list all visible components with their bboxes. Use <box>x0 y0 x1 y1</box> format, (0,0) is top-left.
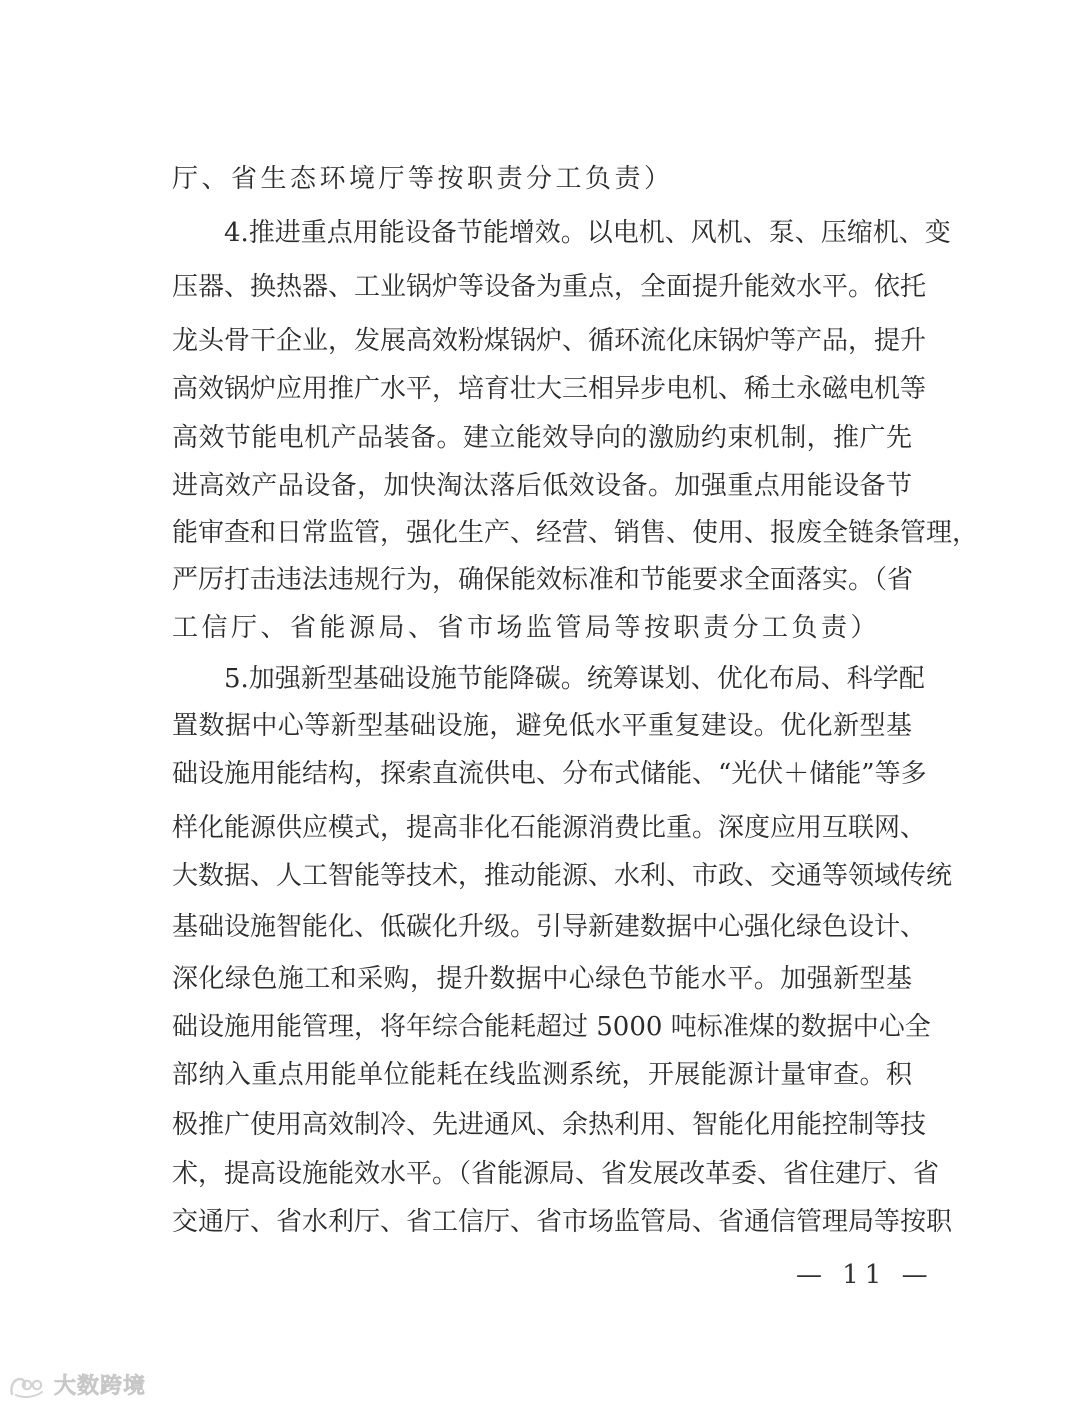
dashuju-logo-icon <box>8 1374 48 1400</box>
text-line: 高效锅炉应用推广水平，培育壮大三相异步电机、稀土永磁电机等 <box>172 374 927 404</box>
paragraph-heading-line: 4.推进重点用能设备节能增效。以电机、风机、泵、压缩机、变 <box>224 218 951 248</box>
text-line: 基础设施智能化、低碳化升级。引导新建数据中心强化绿色设计、 <box>172 912 927 942</box>
text-line: 术，提高设施能效水平。（省能源局、省发展改革委、省住建厅、省 <box>172 1159 940 1189</box>
watermark-text: 大数跨境 <box>54 1374 147 1399</box>
text-line: 础设施用能管理，将年综合能耗超过 5000 吨标准煤的数据中心全 <box>172 1012 931 1042</box>
text-line: 能审查和日常监管，强化生产、经营、销售、使用、报废全链条管理， <box>172 518 979 548</box>
page-number: — 11 — <box>796 1260 934 1290</box>
text-line: 交通厅、省水利厅、省工信厅、省市场监管局、省通信管理局等按职 <box>172 1207 953 1237</box>
text-line: 高效节能电机产品装备。建立能效导向的激励约束机制，推广先 <box>172 423 912 453</box>
text-line: 大数据、人工智能等技术，推动能源、水利、市政、交通等领域传统 <box>172 861 953 891</box>
text-line: 工信厅、省能源局、省市场监管局等按职责分工负责） <box>172 613 881 643</box>
text-line: 础设施用能结构，探索直流供电、分布式储能、“光伏＋储能”等多 <box>172 759 927 789</box>
text-line: 置数据中心等新型基础设施，避免低水平重复建设。优化新型基 <box>172 711 912 741</box>
text-line: 部纳入重点用能单位能耗在线监测系统，开展能源计量审查。积 <box>172 1060 912 1090</box>
text-line: 严厉打击违法违规行为，确保能效标准和节能要求全面落实。（省 <box>172 565 914 595</box>
text-line: 厅、省生态环境厅等按职责分工负责） <box>172 164 674 194</box>
text-line: 进高效产品设备，加快淘汰落后低效设备。加强重点用能设备节 <box>172 471 912 501</box>
text-line: 极推广使用高效制冷、先进通风、余热利用、智能化用能控制等技 <box>172 1110 927 1140</box>
text-line: 深化绿色施工和采购，提升数据中心绿色节能水平。加强新型基 <box>172 964 912 994</box>
text-line: 样化能源供应模式，提高非化石能源消费比重。深度应用互联网、 <box>172 813 927 843</box>
paragraph-heading-line: 5.加强新型基础设施节能降碳。统筹谋划、优化布局、科学配 <box>224 664 925 694</box>
text-line: 龙头骨干企业，发展高效粉煤锅炉、循环流化床锅炉等产品，提升 <box>172 326 927 356</box>
watermark <box>8 1372 146 1402</box>
text-line: 压器、换热器、工业锅炉等设备为重点，全面提升能效水平。依托 <box>172 272 927 302</box>
